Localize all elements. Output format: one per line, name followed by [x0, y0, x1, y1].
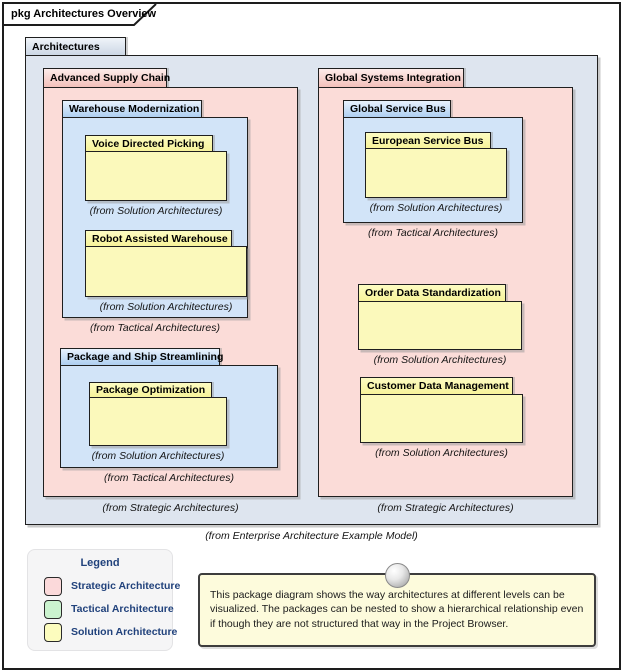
- caption-global-systems-integration: (from Strategic Architectures): [377, 502, 514, 514]
- package-architectures-tab[interactable]: [25, 37, 126, 56]
- caption-package-and-ship-streamlining: (from Tactical Architectures): [104, 472, 234, 484]
- caption-package-optimization: (from Solution Architectures): [91, 450, 225, 462]
- package-global-systems-integration-tab[interactable]: [318, 68, 464, 88]
- legend-item-tactical: [36, 599, 174, 619]
- package-customer-data-management-tab[interactable]: [360, 377, 513, 395]
- caption-robot-assisted-warehouse: (from Solution Architectures): [99, 301, 233, 313]
- package-global-service-bus-name: Global Service Bus: [350, 103, 446, 115]
- package-robot-assisted-warehouse-body[interactable]: [85, 246, 247, 297]
- package-voice-directed-picking-name: Voice Directed Picking: [92, 137, 205, 150]
- legend-item-label: Solution Architecture: [71, 626, 178, 638]
- sphere-icon: [385, 563, 410, 588]
- tactical-color-swatch: [44, 600, 62, 619]
- solution-color-swatch: [44, 623, 62, 642]
- strategic-color-swatch: [44, 577, 62, 596]
- caption-global-service-bus: (from Tactical Architectures): [368, 227, 498, 239]
- frame-title: pkg Architectures Overview: [11, 8, 157, 20]
- caption-european-service-bus: (from Solution Architectures): [369, 202, 503, 214]
- package-customer-data-management-name: Customer Data Management: [367, 380, 509, 392]
- package-advanced-supply-chain-name: Advanced Supply Chain: [50, 72, 171, 84]
- package-robot-assisted-warehouse-tab[interactable]: [85, 230, 232, 247]
- note-text: This package diagram shows the way architectures at different levels can be visualized. The packages can be nested to show a hierarchical relationship even if though they are not structured that way in the Project Browser.: [210, 589, 584, 630]
- package-warehouse-modernization-tab[interactable]: [62, 100, 202, 118]
- legend[interactable]: [27, 549, 181, 651]
- package-architectures-name: Architectures: [32, 40, 100, 53]
- package-order-data-standardization-body[interactable]: [358, 301, 522, 350]
- caption-order-data-standardization: (from Solution Architectures): [373, 354, 507, 366]
- package-customer-data-management-body[interactable]: [360, 394, 523, 443]
- package-order-data-standardization-name: Order Data Standardization: [365, 287, 501, 299]
- caption-voice-directed-picking: (from Solution Architectures): [89, 205, 223, 217]
- caption-advanced-supply-chain: (from Strategic Architectures): [102, 502, 239, 514]
- package-advanced-supply-chain-tab[interactable]: [43, 68, 171, 88]
- package-order-data-standardization-tab[interactable]: [358, 284, 506, 302]
- package-european-service-bus-body[interactable]: [365, 148, 507, 198]
- package-voice-directed-picking-tab[interactable]: [85, 135, 213, 152]
- caption-architectures: (from Enterprise Architecture Example Model): [205, 530, 418, 542]
- legend-item-strategic: [36, 576, 181, 596]
- package-robot-assisted-warehouse-name: Robot Assisted Warehouse: [92, 232, 228, 245]
- package-global-service-bus-tab[interactable]: [343, 100, 451, 118]
- package-package-optimization-tab[interactable]: [89, 382, 212, 398]
- package-global-systems-integration-name: Global Systems Integration: [325, 72, 461, 84]
- caption-customer-data-management: (from Solution Architectures): [375, 447, 508, 459]
- package-package-and-ship-streamlining-name: Package and Ship Streamlining: [67, 351, 224, 363]
- package-european-service-bus-name: European Service Bus: [372, 134, 484, 147]
- legend-item-label: Strategic Architecture: [71, 580, 181, 592]
- package-package-optimization-body[interactable]: [89, 397, 227, 446]
- package-package-optimization-name: Package Optimization: [96, 384, 206, 396]
- package-warehouse-modernization-name: Warehouse Modernization: [69, 103, 200, 115]
- package-package-and-ship-streamlining-tab[interactable]: [60, 348, 224, 366]
- package-voice-directed-picking-body[interactable]: [85, 151, 227, 201]
- caption-warehouse-modernization: (from Tactical Architectures): [90, 322, 220, 334]
- legend-item-solution: [36, 622, 178, 642]
- package-european-service-bus-tab[interactable]: [365, 132, 491, 149]
- legend-title: Legend: [80, 557, 120, 569]
- legend-item-label: Tactical Architecture: [71, 603, 174, 615]
